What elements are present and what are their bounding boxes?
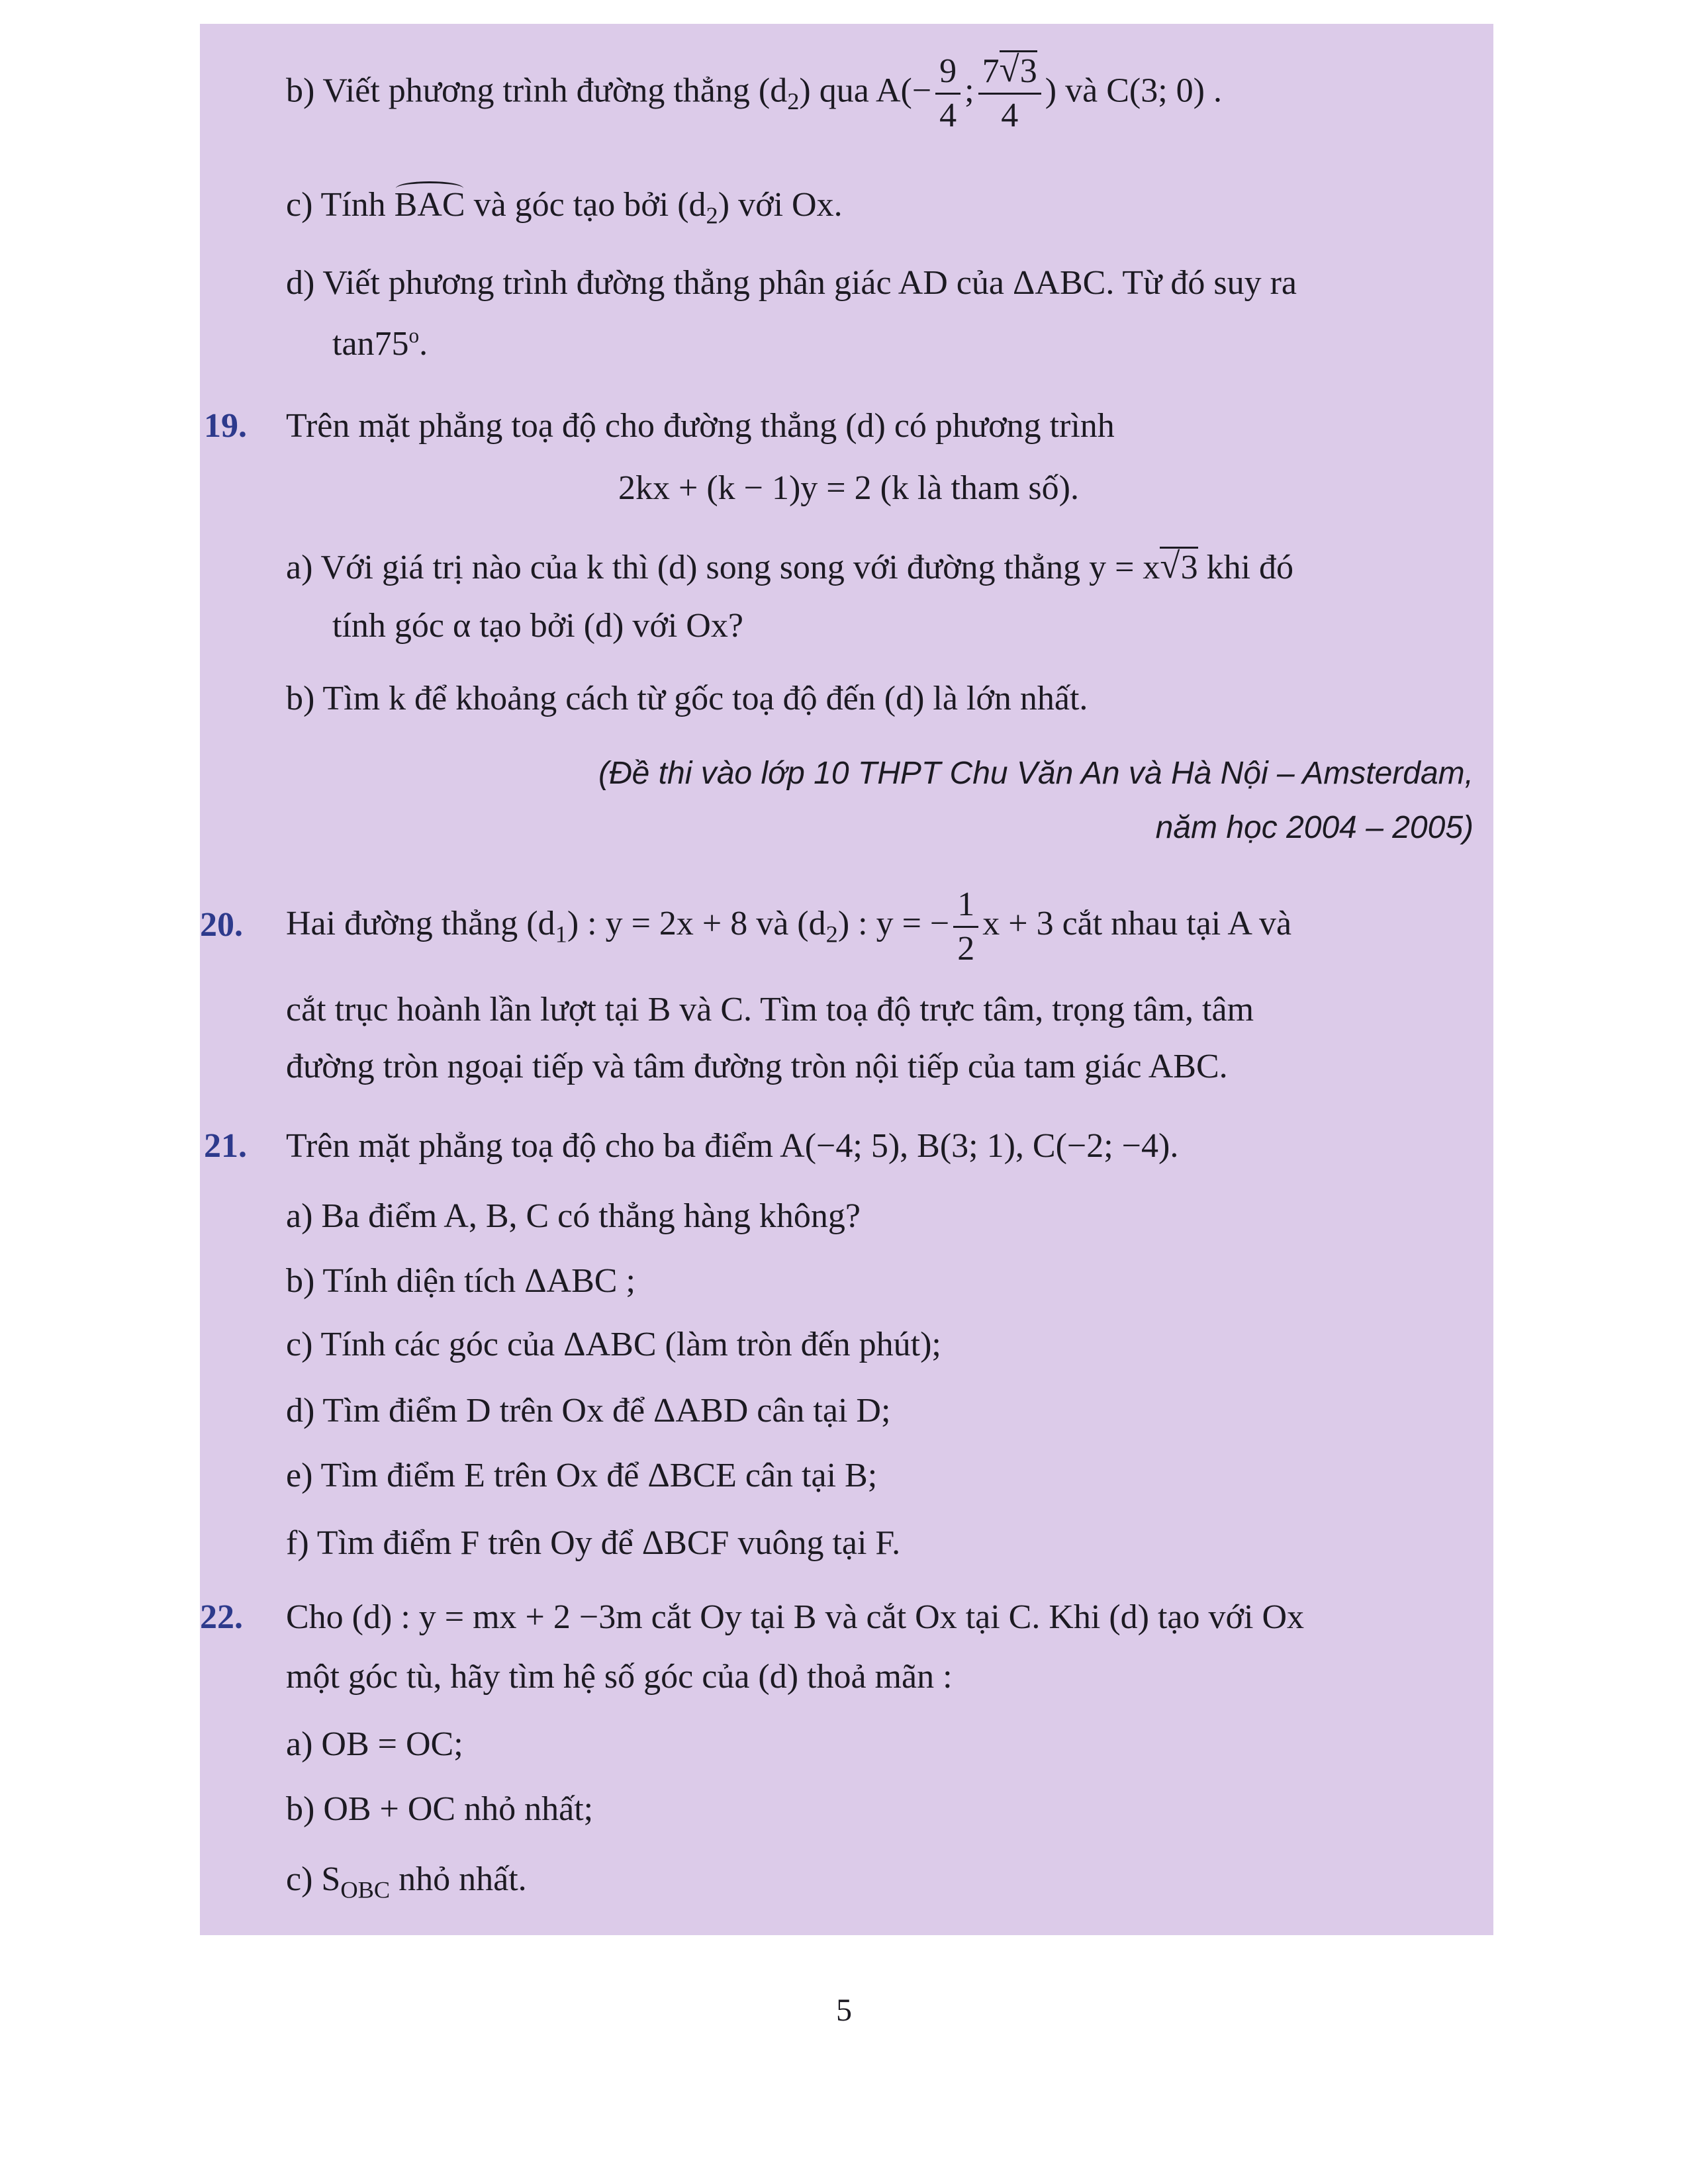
problem-19-equation: 2kx + (k − 1)y = 2 (k là tham số). <box>618 469 1079 507</box>
problem-22b: b) OB + OC nhỏ nhất; <box>286 1790 594 1828</box>
problem-21a: a) Ba điểm A, B, C có thẳng hàng không? <box>286 1197 861 1235</box>
source-citation-1: (Đề thi vào lớp 10 THPT Chu Văn An và Hà Nội – Amsterdam, <box>598 756 1474 791</box>
problem-19-intro: Trên mặt phẳng toạ độ cho đường thẳng (d) có phương trình <box>286 407 1115 445</box>
problem-20-line3: đường tròn ngoại tiếp và tâm đường tròn nội tiếp của tam giác ABC. <box>286 1048 1228 1085</box>
problem-18b: b) Viết phương trình đường thẳng $(d_2)$ qua A(− $\frac{9}{4}$ ; $\frac{7√ 3}{4}$ ) và C(3; 0) . <box>286 50 1222 137</box>
problem-21d: d) Tìm điểm D trên Ox để ΔABD cân tại D; <box>286 1392 891 1430</box>
fraction-7sqrt3-4: $\frac{7√ 3}{4}$ <box>978 50 1041 137</box>
source-citation-2: năm học 2004 – 2005) <box>1155 810 1474 845</box>
problem-18d-line1: d) Viết phương trình đường thẳng phân giác AD của ΔABC. Từ đó suy ra <box>286 264 1297 302</box>
problem-21c: c) Tính các góc của ΔABC (làm tròn đến phút); <box>286 1326 941 1363</box>
problem-19a-line2: tính góc α tạo bởi (d) với Ox? <box>332 607 743 645</box>
problem-19-number: 19. <box>204 407 247 445</box>
fraction-1-2: $\frac{1}{2}$ <box>953 884 978 970</box>
problem-18c: c) Tính BAC và góc tạo bởi $(d_2)$ với Ox. <box>286 186 843 229</box>
arc-angle-bac: BAC <box>394 186 465 224</box>
problem-21f: f) Tìm điểm F trên Oy để ΔBCF vuông tại F. <box>286 1524 901 1562</box>
problem-20-line2: cắt trục hoành lần lượt tại B và C. Tìm toạ độ trực tâm, trọng tâm, tâm <box>286 991 1254 1028</box>
fraction-9-4: $\frac{9}{4}$ <box>935 50 961 137</box>
problem-22-line1: Cho (d) : y = mx + 2 −3m cắt Oy tại B và cắt Ox tại C. Khi (d) tạo với Ox <box>286 1598 1305 1636</box>
problem-19b: b) Tìm k để khoảng cách từ gốc toạ độ đến (d) là lớn nhất. <box>286 680 1088 717</box>
problem-20-line1: Hai đường thẳng $(d_1)$ : y = 2x + 8 và $(d_2)$ : y = − $\frac{1}{2}$ x + 3 cắt nhau tại A và <box>286 878 1291 970</box>
problem-22-line2: một góc tù, hãy tìm hệ số góc của (d) thoả mãn : <box>286 1658 953 1696</box>
page-number: 5 <box>836 1993 852 2028</box>
problem-18d-line2: tan75$^o$. <box>332 324 428 363</box>
problem-21-intro: Trên mặt phẳng toạ độ cho ba điểm A(−4; 5), B(3; 1), C(−2; −4). <box>286 1127 1179 1165</box>
problem-21-number: 21. <box>204 1127 247 1165</box>
problem-22c: c) $S_{OBC}$ nhỏ nhất. <box>286 1860 527 1903</box>
problem-22a: a) OB = OC; <box>286 1725 463 1763</box>
content-panel <box>200 24 1493 1935</box>
problem-19a-line1: a) Với giá trị nào của k thì (d) song song với đường thẳng y = x√ 3 khi đó <box>286 547 1293 588</box>
problem-21e: e) Tìm điểm E trên Ox để ΔBCE cân tại B; <box>286 1457 878 1494</box>
problem-21b: b) Tính diện tích ΔABC ; <box>286 1262 635 1300</box>
problem-20-number: 20. <box>200 906 243 944</box>
problem-22-number: 22. <box>200 1598 243 1636</box>
